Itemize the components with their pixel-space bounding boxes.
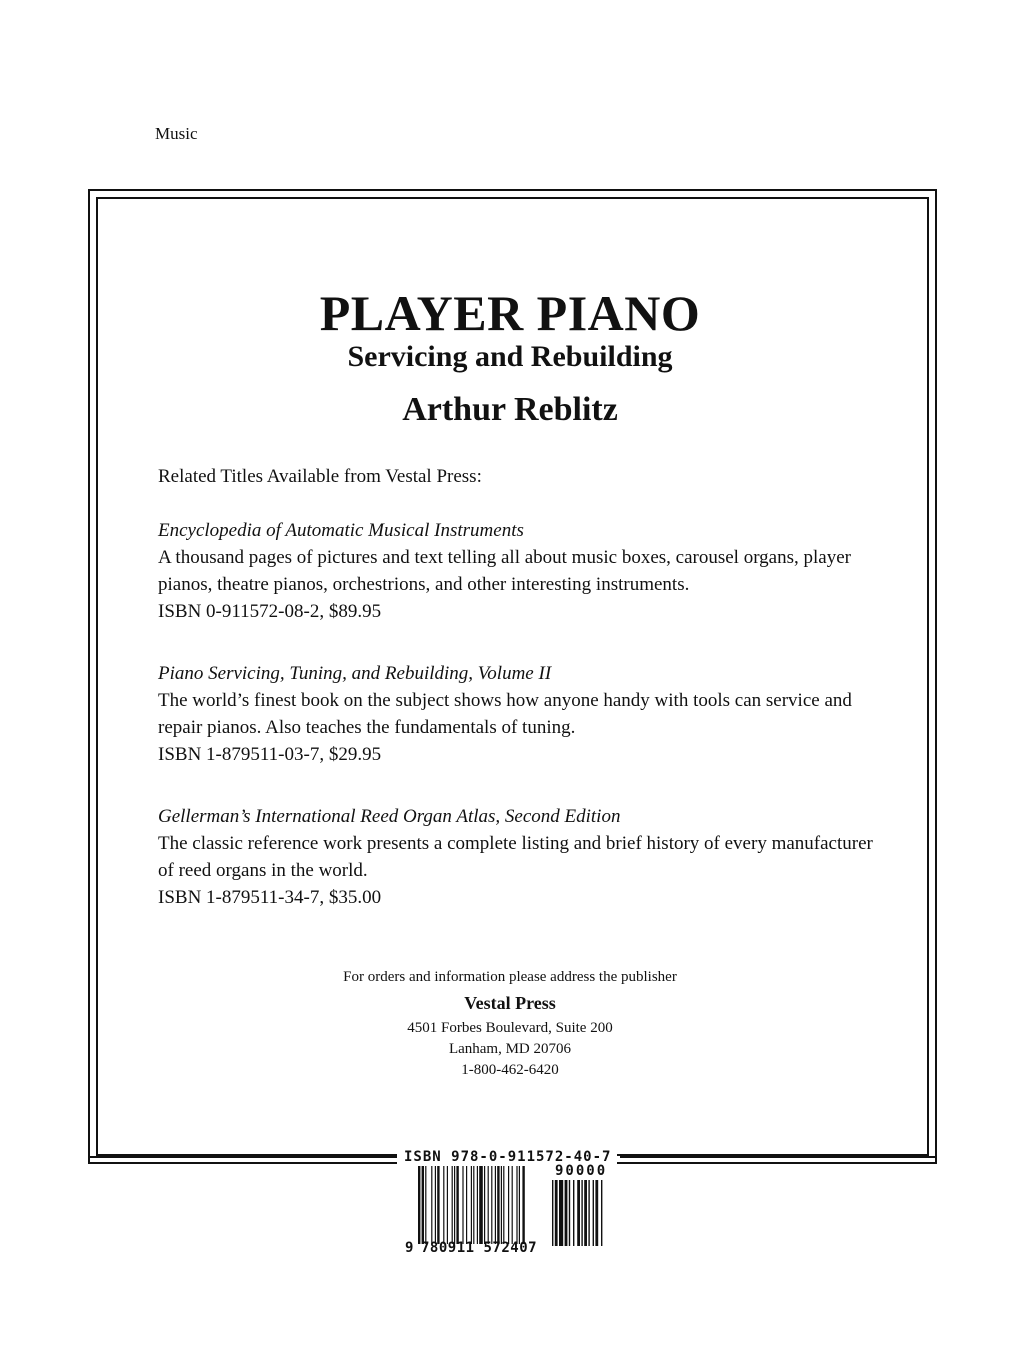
barcode-bar xyxy=(565,1180,568,1246)
border-rule-line xyxy=(620,1156,937,1158)
barcode-bar xyxy=(462,1166,463,1244)
barcode-bar xyxy=(435,1166,436,1244)
publisher-address-line-1: 4501 Forbes Boulevard, Suite 200 xyxy=(407,1020,613,1036)
barcode-bar xyxy=(519,1166,520,1244)
related-book-isbn-price: ISBN 1-879511-34-7, $35.00 xyxy=(158,887,382,908)
barcode-bar xyxy=(569,1180,570,1246)
barcode-bar xyxy=(431,1166,432,1244)
barcode-digits: 780911 572407 xyxy=(421,1240,538,1256)
barcode-bar xyxy=(422,1166,424,1244)
barcode-bar xyxy=(495,1166,496,1244)
barcode-bar xyxy=(601,1180,602,1246)
barcode-bar xyxy=(443,1166,444,1244)
barcode-bar xyxy=(588,1180,589,1246)
border-rule-line xyxy=(620,1162,937,1164)
barcode-bar xyxy=(488,1166,489,1244)
barcode-bar xyxy=(584,1180,587,1246)
isbn-barcode-bars xyxy=(418,1166,546,1244)
related-book-description: A thousand pages of pictures and text telling all about music boxes, carousel organs, player pianos, theatre pianos, orchestrions, and other interesting instruments. xyxy=(158,547,851,595)
barcode-bar xyxy=(497,1166,499,1244)
barcode-bar xyxy=(503,1166,504,1244)
barcode-bar xyxy=(471,1166,472,1244)
related-titles-heading: Related Titles Available from Vestal Press: xyxy=(158,466,482,487)
barcode-bar xyxy=(477,1166,478,1244)
related-book-3 xyxy=(158,803,878,911)
related-book-title: Encyclopedia of Automatic Musical Instruments xyxy=(158,520,524,541)
related-book-isbn-price: ISBN 0-911572-08-2, $89.95 xyxy=(158,601,382,622)
barcode-bar xyxy=(522,1166,524,1244)
barcode-bar xyxy=(479,1166,483,1244)
book-author: Arthur Reblitz xyxy=(402,391,618,428)
barcode-bar xyxy=(577,1180,580,1246)
related-book-1 xyxy=(158,517,878,625)
barcode-bar xyxy=(452,1166,453,1244)
price-barcode-bars xyxy=(552,1180,614,1246)
border-rule-line xyxy=(88,1162,397,1164)
barcode-bar xyxy=(447,1166,448,1244)
related-book-2 xyxy=(158,660,878,768)
barcode-bar xyxy=(454,1166,455,1244)
barcode-price-code: 90000 xyxy=(555,1163,608,1179)
barcode-bar xyxy=(491,1166,492,1244)
barcode-bar xyxy=(512,1166,513,1244)
barcode-isbn-text: ISBN 978-0-911572-40-7 xyxy=(404,1149,612,1165)
barcode-bar xyxy=(425,1166,426,1244)
barcode-bar xyxy=(466,1166,467,1244)
barcode-bar xyxy=(473,1166,474,1244)
book-subtitle: Servicing and Rebuilding xyxy=(347,340,673,373)
publisher-intro: For orders and information please address the publisher xyxy=(343,969,677,985)
barcode-bar xyxy=(593,1180,594,1246)
barcode-bar xyxy=(418,1166,420,1244)
barcode-bar xyxy=(555,1180,558,1246)
barcode-bar xyxy=(581,1180,582,1246)
barcode-bar xyxy=(508,1166,509,1244)
barcode-bar xyxy=(552,1180,553,1246)
barcode-bar xyxy=(484,1166,485,1244)
related-book-isbn-price: ISBN 1-879511-03-7, $29.95 xyxy=(158,744,382,765)
publisher-phone: 1-800-462-6420 xyxy=(461,1062,559,1078)
barcode-bar xyxy=(456,1166,458,1244)
related-book-title: Piano Servicing, Tuning, and Rebuilding, Volume II xyxy=(158,663,552,684)
related-book-title: Gellerman’s International Reed Organ Atlas, Second Edition xyxy=(158,806,621,827)
publisher-name: Vestal Press xyxy=(464,993,556,1013)
barcode-bar xyxy=(516,1166,517,1244)
category-label: Music xyxy=(155,124,198,143)
book-title: PLAYER PIANO xyxy=(319,285,701,341)
barcode-bar xyxy=(595,1180,598,1246)
publisher-address-line-2: Lanham, MD 20706 xyxy=(448,1041,572,1057)
barcode-bar xyxy=(501,1166,502,1244)
barcode-lead-digit: 9 xyxy=(405,1240,414,1256)
barcode-bar xyxy=(573,1180,574,1246)
barcode-bar xyxy=(437,1166,439,1244)
barcode-bar xyxy=(559,1180,563,1246)
related-book-description: The classic reference work presents a complete listing and brief history of every manufacturer of reed organs in the world. xyxy=(158,833,873,881)
publisher-block xyxy=(0,967,1020,1081)
border-rule-line xyxy=(88,1156,397,1158)
related-book-description: The world’s finest book on the subject shows how anyone handy with tools can service and repair pianos. Also teaches the fundamentals of tuning. xyxy=(158,690,852,738)
